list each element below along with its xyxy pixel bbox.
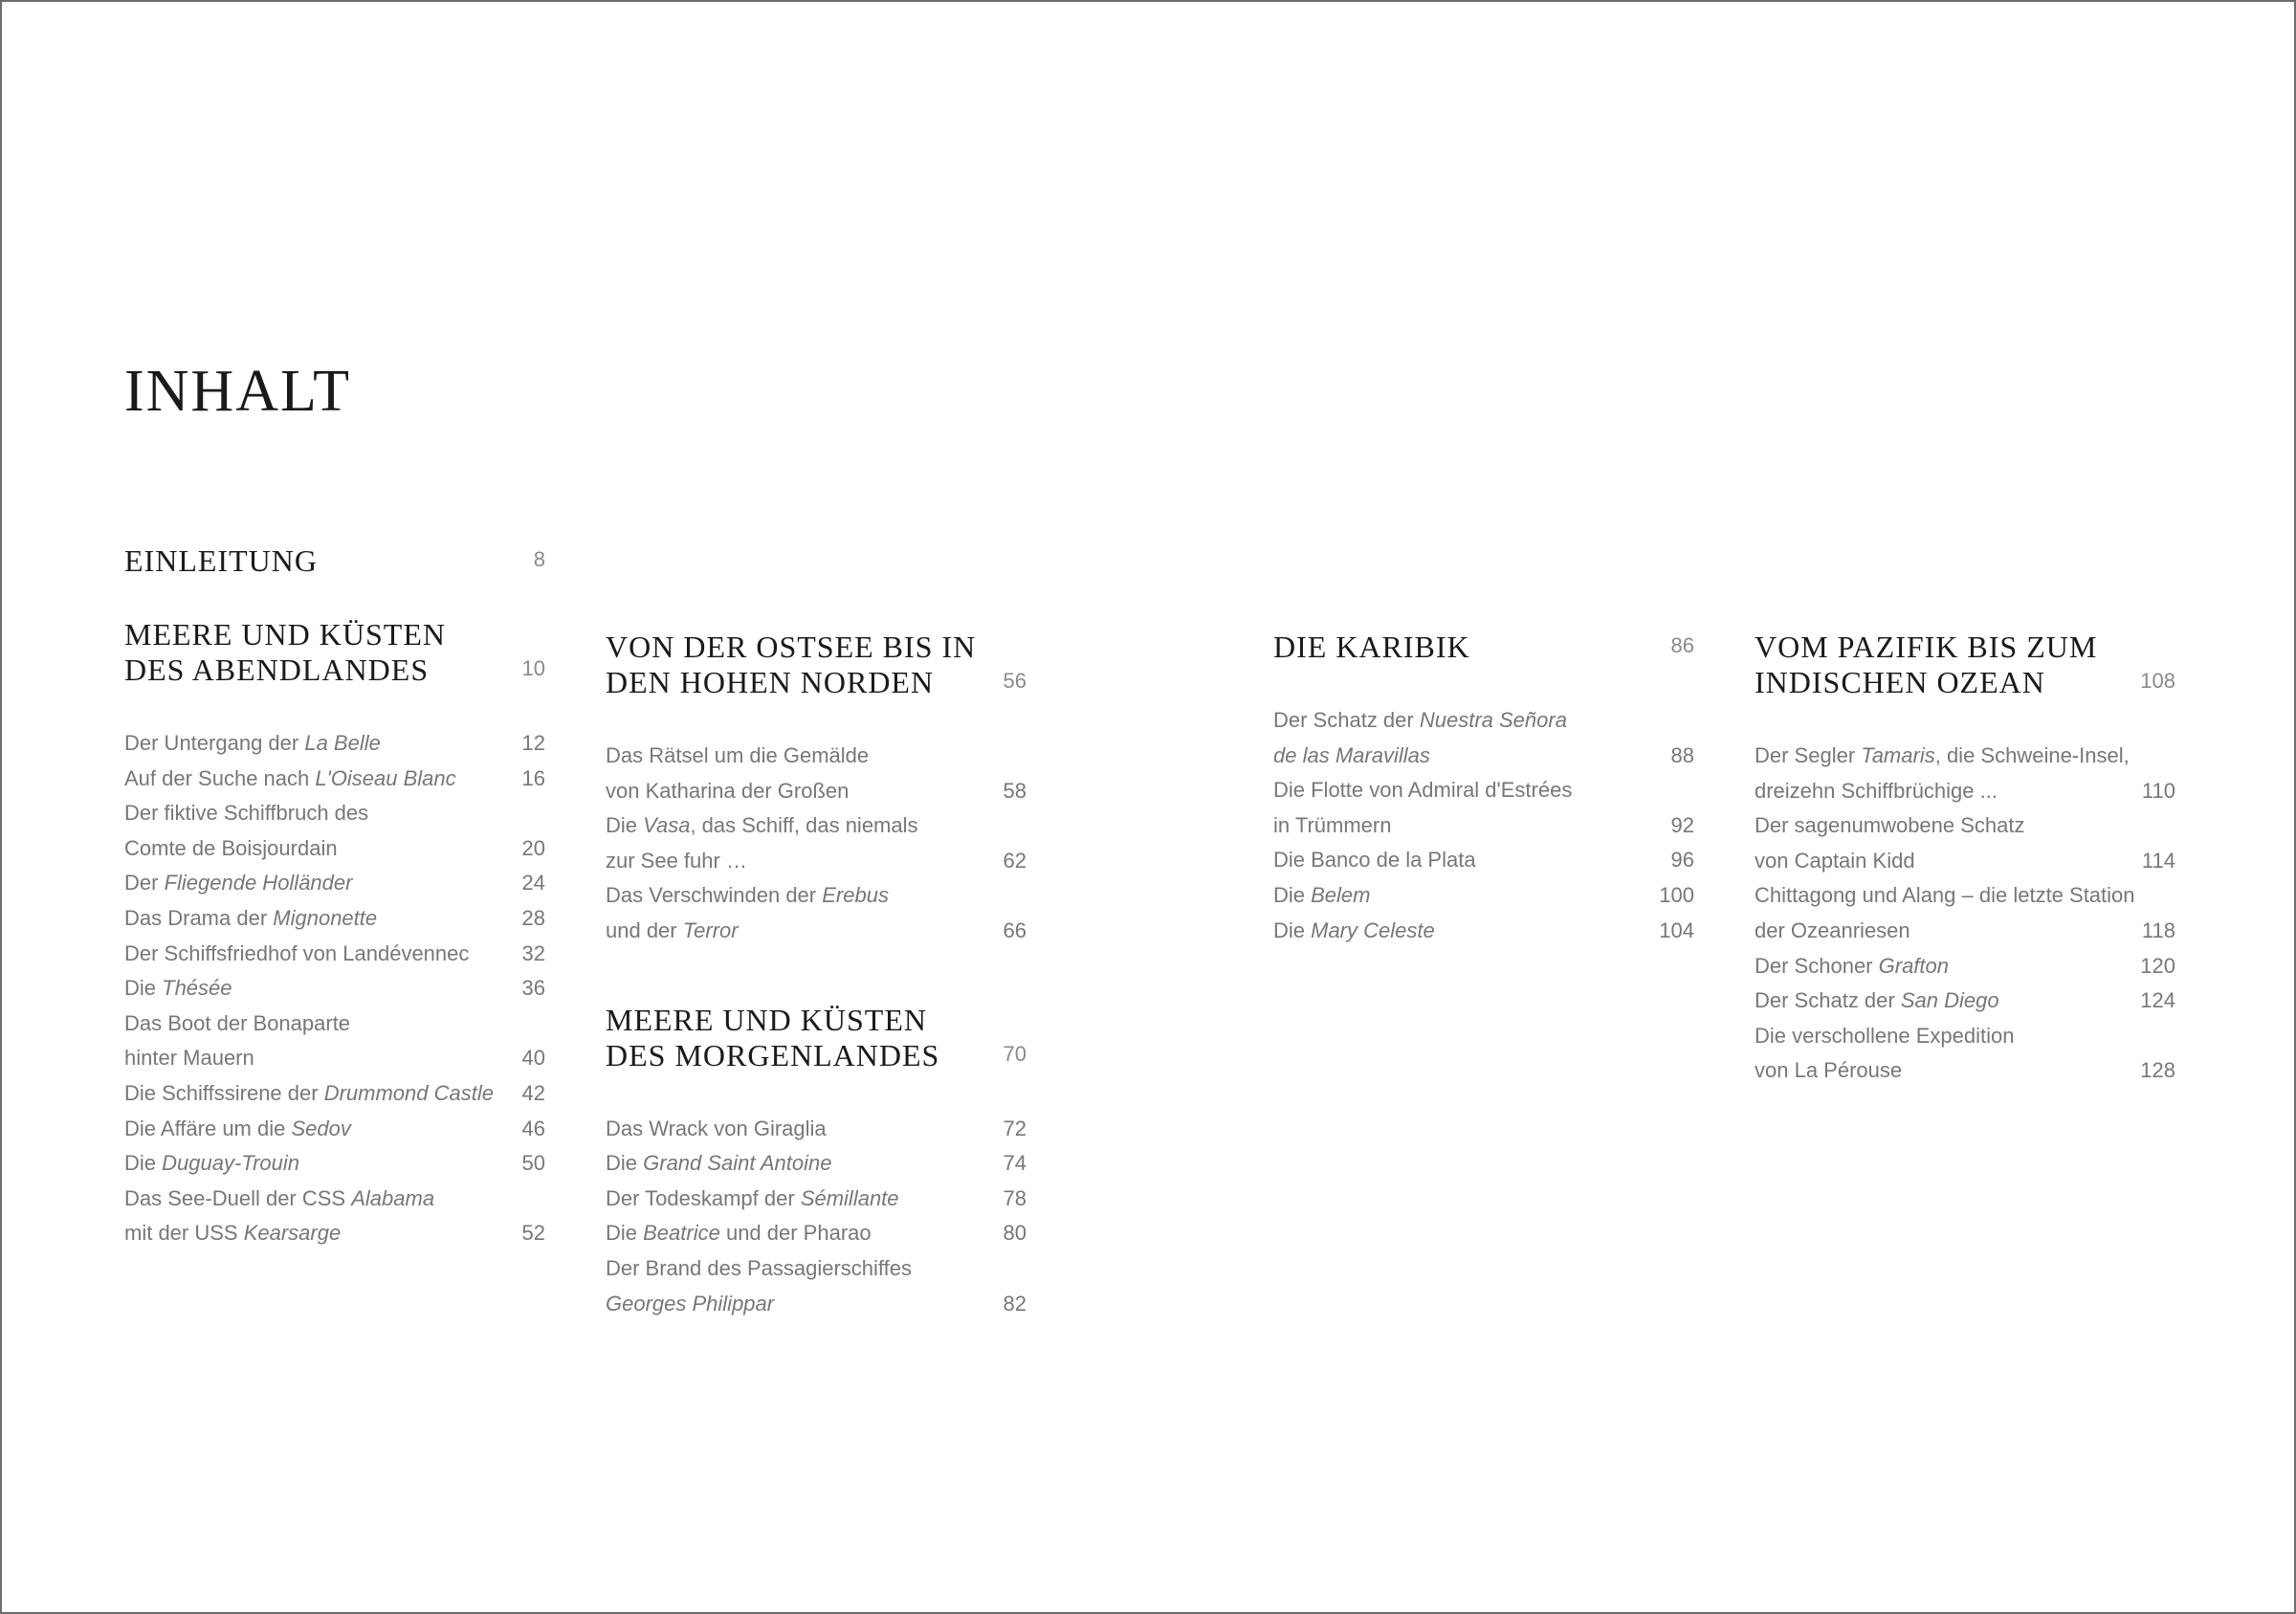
toc-entry[interactable] [124, 831, 545, 867]
toc-entry-title [124, 1041, 545, 1076]
toc-entry-page: 40 [521, 1046, 545, 1071]
toc-entry[interactable] [1755, 878, 2175, 914]
ship-name: Mary Celeste [1311, 918, 1435, 942]
toc-entry[interactable] [1755, 949, 2175, 984]
toc-section [1273, 630, 1694, 948]
toc-column-4 [1755, 630, 2175, 1089]
entry-text: , die Schweine-Insel, [1934, 743, 2130, 767]
entry-text: Der [124, 871, 165, 895]
entry-text: Das Verschwinden der [606, 883, 823, 908]
toc-entry-page: 50 [521, 1151, 545, 1176]
toc-entry-title [1273, 808, 1694, 844]
toc-entry-title [1755, 1019, 2175, 1054]
toc-entry[interactable] [606, 1251, 1027, 1287]
toc-entry-title [124, 796, 545, 831]
toc-entry[interactable] [1273, 773, 1694, 808]
toc-entry-title [606, 914, 1027, 949]
toc-entry-page: 80 [1003, 1221, 1027, 1246]
toc-entry[interactable] [606, 1146, 1027, 1182]
toc-entry-title [1755, 844, 2175, 879]
toc-entry-title [606, 1216, 1027, 1251]
toc-entry[interactable] [1273, 739, 1694, 774]
toc-entry-title [1273, 914, 1694, 949]
toc-entry-title [1273, 843, 1694, 878]
ship-name: Duguay-Trouin [162, 1151, 300, 1176]
section-heading-line: DIE KARIBIK [1273, 630, 1470, 664]
toc-entry[interactable] [124, 937, 545, 972]
toc-entry-page: 124 [2140, 988, 2175, 1013]
section-heading-line: DES MORGENLANDES [606, 1037, 940, 1072]
toc-entry[interactable] [1755, 1053, 2175, 1089]
toc-entry-title [124, 1006, 545, 1042]
entry-text: hinter Mauern [124, 1046, 254, 1071]
toc-entry-page: 32 [521, 940, 545, 965]
ship-name: Nuestra Señora [1419, 708, 1567, 732]
toc-entry-page: 36 [521, 976, 545, 1001]
toc-entry[interactable] [606, 844, 1027, 879]
toc-entry-list [1755, 739, 2175, 1089]
toc-entry[interactable] [124, 796, 545, 831]
section-heading-line: EINLEITUNG [124, 543, 318, 578]
section-page-number: 10 [521, 656, 545, 680]
section-heading-text [606, 630, 988, 700]
toc-entry[interactable] [1755, 739, 2175, 774]
ship-name: Tamaris [1861, 743, 1935, 767]
toc-entry-page: 66 [1003, 918, 1027, 942]
section-heading-text [606, 1003, 988, 1073]
toc-entry[interactable] [1755, 984, 2175, 1019]
toc-entry-page: 74 [1003, 1151, 1027, 1176]
ship-name: Grafton [1878, 953, 1949, 978]
toc-entry-title [606, 1251, 1027, 1287]
toc-entry[interactable] [606, 1216, 1027, 1251]
section-heading-text [1755, 630, 2137, 700]
entry-text: Die Affäre um die [124, 1116, 292, 1140]
toc-entry-page: 58 [1003, 778, 1027, 803]
entry-text: der Ozeanriesen [1755, 918, 1910, 942]
section-heading[interactable] [1273, 630, 1694, 665]
toc-entry-title [124, 1216, 545, 1251]
toc-entry[interactable] [124, 1146, 545, 1182]
toc-entry[interactable] [1273, 808, 1694, 844]
entry-text: zur See fuhr … [606, 848, 747, 873]
section-heading[interactable] [124, 617, 545, 688]
toc-section [606, 1003, 1027, 1322]
toc-entry-title [124, 1076, 545, 1112]
toc-entry-title [1273, 703, 1694, 739]
toc-entry-title [606, 878, 1027, 914]
section-heading-line: INDISCHEN OZEAN [1755, 665, 2045, 699]
toc-entry-page: 128 [2140, 1058, 2175, 1083]
toc-entry[interactable] [1755, 1019, 2175, 1054]
entry-text: von Captain Kidd [1755, 848, 1915, 873]
toc-entry-title [1755, 808, 2175, 844]
toc-entry-page: 72 [1003, 1116, 1027, 1140]
toc-entry[interactable] [124, 762, 545, 797]
ship-name: Sedov [291, 1116, 351, 1140]
toc-entry-title [606, 1287, 1027, 1322]
ship-name: Drummond Castle [323, 1080, 494, 1105]
toc-entry-page: 82 [1003, 1291, 1027, 1316]
toc-entry-page: 42 [521, 1080, 545, 1105]
toc-entry-page: 92 [1670, 812, 1694, 837]
toc-entry-title [1273, 878, 1694, 914]
toc-entry[interactable] [1273, 878, 1694, 914]
toc-entry-title [1755, 774, 2175, 809]
ship-name: Belem [1311, 882, 1371, 907]
toc-entry-page: 78 [1003, 1185, 1027, 1210]
toc-entry-page: 46 [521, 1116, 545, 1140]
toc-entry[interactable] [1755, 774, 2175, 809]
toc-entry-title [1755, 739, 2175, 774]
ship-name: Georges Philippar [606, 1291, 775, 1316]
toc-entry-title [606, 1182, 1027, 1217]
toc-entry-title [124, 937, 545, 972]
toc-section [124, 617, 545, 1251]
entry-text: Die Banco de la Plata [1273, 848, 1476, 873]
section-heading-line: DEN HOHEN NORDEN [606, 665, 935, 699]
entry-text: Die [124, 1151, 163, 1176]
entry-text: von Katharina der Großen [606, 778, 850, 803]
toc-entry-page: 100 [1659, 882, 1694, 907]
toc-entry-page: 88 [1670, 742, 1694, 767]
toc-entry[interactable] [124, 971, 545, 1006]
ship-name: Thésée [162, 976, 232, 1001]
toc-entry[interactable] [124, 726, 545, 762]
entry-text: Der Schatz der [1273, 708, 1420, 732]
ship-name: Terror [682, 918, 739, 942]
section-heading[interactable] [606, 1003, 1027, 1073]
section-page-number: 108 [2140, 669, 2175, 693]
entry-text: Die Schiffssirene der [124, 1080, 324, 1105]
entry-text: Comte de Boisjourdain [124, 835, 338, 860]
toc-entry-title [1755, 878, 2175, 914]
ship-name: San Diego [1900, 988, 1999, 1013]
ship-name: Mignonette [273, 905, 378, 930]
entry-text: Der sagenumwobene Schatz [1755, 813, 2025, 838]
toc-entry-title [606, 1112, 1027, 1147]
toc-entry-title [124, 1112, 545, 1147]
section-page-number: 70 [1003, 1041, 1027, 1066]
toc-entry[interactable] [606, 1182, 1027, 1217]
entry-text: Das Drama der [124, 905, 274, 930]
toc-section [606, 630, 1027, 949]
toc-entry-title [1273, 739, 1694, 774]
toc-entry-list [606, 1112, 1027, 1322]
entry-text: Die [1273, 882, 1312, 907]
entry-text: Der Schiffsfriedhof von Landévennec [124, 940, 470, 965]
ship-name: de las Maravillas [1273, 742, 1430, 767]
section-heading-line: MEERE UND KÜSTEN [124, 617, 446, 652]
toc-entry-title [606, 844, 1027, 879]
toc-entry-page: 20 [521, 835, 545, 860]
toc-entry-page: 28 [521, 905, 545, 930]
toc-column-2 [606, 630, 1027, 1321]
toc-entry-title [124, 762, 545, 797]
entry-text: Die [606, 813, 644, 838]
ship-name: Alabama [351, 1185, 435, 1210]
toc-entry-title [124, 1146, 545, 1182]
entry-text: Der Segler [1755, 743, 1862, 767]
entry-text: Das Boot der Bonaparte [124, 1010, 351, 1035]
toc-entry-list [1273, 703, 1694, 948]
entry-text: Das Rätsel um die Gemälde [606, 743, 870, 767]
entry-text: und der [606, 918, 683, 942]
entry-text: Die [606, 1151, 644, 1176]
entry-text: Der fiktive Schiffbruch des [124, 801, 369, 826]
toc-entry-title [124, 726, 545, 762]
toc-entry-page: 118 [2141, 918, 2175, 942]
entry-text: Das See-Duell der CSS [124, 1185, 352, 1210]
entry-text: Die [606, 1221, 644, 1246]
entry-text: Die Flotte von Admiral d'Estrées [1273, 778, 1573, 803]
entry-text: Die [1273, 918, 1312, 942]
toc-entry[interactable] [124, 866, 545, 901]
toc-entry-title [1755, 949, 2175, 984]
entry-text: Auf der Suche nach [124, 765, 316, 790]
toc-entry-title [606, 1146, 1027, 1182]
ship-name: L'Oiseau Blanc [315, 765, 456, 790]
toc-entry[interactable] [124, 901, 545, 937]
toc-entry-title [124, 971, 545, 1006]
toc-entry[interactable] [124, 1216, 545, 1251]
entry-text: von La Pérouse [1755, 1058, 1903, 1083]
ship-name: Sémillante [800, 1185, 899, 1210]
entry-text: Der Todeskampf der [606, 1185, 801, 1210]
section-page-number: 8 [533, 547, 545, 571]
toc-entry[interactable] [1273, 843, 1694, 878]
ship-name: La Belle [304, 731, 381, 755]
toc-entry-title [1755, 984, 2175, 1019]
toc-entry[interactable] [1755, 914, 2175, 949]
toc-entry-page: 120 [2140, 953, 2175, 978]
toc-entry-list [124, 726, 545, 1251]
toc-column-3 [1273, 630, 1694, 948]
toc-entry-title [606, 774, 1027, 809]
ship-name: Kearsarge [243, 1221, 342, 1246]
toc-entry[interactable] [124, 1112, 545, 1147]
entry-text: in Trümmern [1273, 812, 1392, 837]
toc-entry[interactable] [606, 739, 1027, 774]
section-page-number: 56 [1003, 669, 1027, 693]
entry-text: Der Schoner [1755, 953, 1879, 978]
toc-entry[interactable] [606, 1287, 1027, 1322]
toc-entry[interactable] [606, 1112, 1027, 1147]
toc-entry[interactable] [124, 1041, 545, 1076]
toc-entry-page: 104 [1659, 918, 1694, 942]
toc-column-1 [124, 543, 545, 1251]
section-heading[interactable] [124, 543, 545, 579]
section-page-number: 86 [1670, 633, 1694, 657]
ship-name: Fliegende Holländer [164, 871, 353, 895]
toc-entry[interactable] [124, 1182, 545, 1217]
section-heading-line: VOM PAZIFIK BIS ZUM [1755, 630, 2098, 664]
toc-entry[interactable] [124, 1006, 545, 1042]
entry-text: Die [124, 976, 163, 1001]
section-heading[interactable] [606, 630, 1027, 700]
toc-entry-page: 110 [2141, 778, 2175, 803]
toc-entry[interactable] [1755, 808, 2175, 844]
toc-entry-page: 16 [521, 765, 545, 790]
section-heading[interactable] [1755, 630, 2175, 700]
toc-entry-title [124, 831, 545, 867]
entry-text: Der Schatz der [1755, 988, 1901, 1013]
toc-entry[interactable] [1273, 914, 1694, 949]
ship-name: Erebus [822, 883, 889, 908]
section-heading-text [1273, 630, 1656, 665]
toc-entry-title [606, 808, 1027, 844]
entry-text: dreizehn Schiffbrüchige ... [1755, 778, 1998, 803]
toc-entry[interactable] [606, 914, 1027, 949]
entry-text: mit der USS [124, 1221, 244, 1246]
entry-text: Der Untergang der [124, 731, 305, 755]
section-heading-text [124, 617, 507, 688]
toc-entry-title [606, 739, 1027, 774]
toc-section [124, 543, 545, 579]
section-heading-text [124, 543, 507, 579]
toc-entry[interactable] [124, 1076, 545, 1112]
toc-entry-page: 24 [521, 871, 545, 895]
section-heading-line: MEERE UND KÜSTEN [606, 1002, 927, 1037]
toc-entry[interactable] [606, 808, 1027, 844]
toc-entry[interactable] [606, 774, 1027, 809]
toc-entry[interactable] [1273, 703, 1694, 739]
entry-text: , das Schiff, das niemals [690, 813, 918, 838]
toc-entry-title [124, 866, 545, 901]
toc-section [1755, 630, 2175, 1089]
toc-entry-list [606, 739, 1027, 949]
section-heading-line: DES ABENDLANDES [124, 652, 430, 687]
toc-entry-page: 52 [521, 1221, 545, 1246]
toc-entry-title [124, 901, 545, 937]
ship-name: Beatrice [643, 1221, 720, 1246]
toc-entry-page: 12 [521, 731, 545, 755]
toc-entry-title [124, 1182, 545, 1217]
entry-text: und der Pharao [719, 1221, 872, 1246]
entry-text: Das Wrack von Giraglia [606, 1116, 827, 1140]
section-heading-line: VON DER OSTSEE BIS IN [606, 630, 977, 664]
toc-entry-title [1273, 773, 1694, 808]
toc-entry-page: 96 [1670, 848, 1694, 873]
ship-name: Vasa [643, 813, 691, 838]
toc-entry-page: 114 [2141, 848, 2175, 873]
toc-entry[interactable] [1755, 844, 2175, 879]
ship-name: Grand Saint Antoine [643, 1151, 832, 1176]
entry-text: Der Brand des Passagierschiffes [606, 1255, 912, 1280]
toc-entry-title [1755, 914, 2175, 949]
toc-entry-title [1755, 1053, 2175, 1089]
toc-entry[interactable] [606, 878, 1027, 914]
entry-text: Die verschollene Expedition [1755, 1023, 2015, 1048]
page-title: INHALT [124, 359, 352, 424]
toc-entry-page: 62 [1003, 848, 1027, 873]
entry-text: Chittagong und Alang – die letzte Station [1755, 883, 2135, 908]
